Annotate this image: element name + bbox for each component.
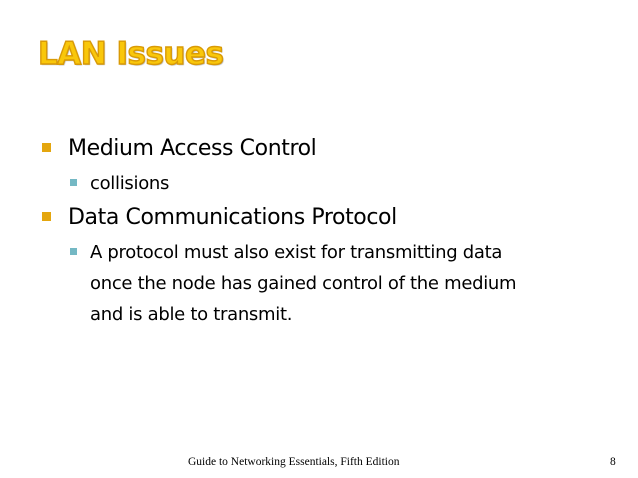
bullet-text-line: and is able to transmit. (90, 304, 293, 325)
bullet-list (40, 130, 610, 330)
bullet-text: Medium Access Control (68, 136, 317, 161)
bullet-level1 (40, 199, 610, 237)
square-bullet-icon (42, 143, 51, 152)
bullet-text-line: collisions (90, 173, 170, 194)
square-bullet-icon (70, 179, 77, 186)
bullet-level1 (40, 130, 610, 168)
slide-title: LAN Issues (38, 36, 224, 72)
bullet-level2 (68, 237, 610, 330)
square-bullet-icon (42, 212, 51, 221)
footer-text: Guide to Networking Essentials, Fifth Edition (188, 456, 400, 468)
square-bullet-icon (70, 248, 77, 255)
bullet-text-line: A protocol must also exist for transmitting data (90, 242, 503, 263)
bullet-text: Data Communications Protocol (68, 205, 397, 230)
page-number: 8 (610, 456, 616, 468)
bullet-text-line: once the node has gained control of the medium (90, 273, 517, 294)
slide-footer (0, 456, 638, 474)
bullet-level2 (68, 168, 610, 199)
